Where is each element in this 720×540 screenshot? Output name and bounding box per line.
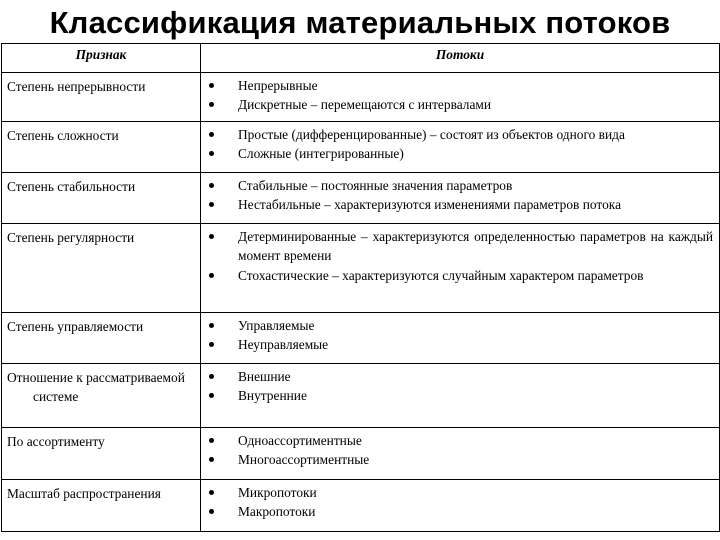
- table-row: [2, 480, 720, 532]
- feature-label: Масштаб распространения: [7, 486, 161, 501]
- list-item-text: Стохастические – характеризуются случайным характером параметров: [238, 267, 644, 283]
- table-row: [2, 173, 720, 224]
- stream-list: [205, 76, 713, 115]
- feature-label: Степень сложности: [7, 128, 119, 143]
- bullet-icon: [209, 342, 214, 347]
- stream-list: [205, 367, 713, 406]
- header-feature: Признак: [2, 44, 201, 73]
- list-item-text: Детерминированные – характеризуются определенностью параметров на каждый момент времени: [238, 229, 713, 264]
- list-item-text: Простые (дифференцированные) – состоят из объектов одного вида: [238, 127, 625, 142]
- list-item-text: Внутренние: [238, 388, 307, 404]
- stream-list: [205, 316, 713, 355]
- bullet-icon: [209, 234, 214, 239]
- list-item-text: Одноассортиментные: [238, 433, 362, 448]
- classification-table: [1, 43, 720, 532]
- streams-cell: [201, 73, 720, 122]
- table-row: [2, 73, 720, 122]
- list-item-text: Неуправляемые: [238, 337, 329, 353]
- bullet-icon: [209, 83, 214, 88]
- bullet-icon: [209, 393, 214, 398]
- bullet-icon: [209, 323, 214, 328]
- list-item-text: Сложные (интегрированные): [238, 146, 404, 162]
- table-row: [2, 122, 720, 173]
- page-title: Классификация материальных потоков: [49, 5, 671, 40]
- list-item: [205, 227, 713, 266]
- bullet-icon: [209, 374, 214, 379]
- list-item-text: Управляемые: [238, 318, 315, 333]
- list-item: [205, 335, 713, 354]
- stream-list: [205, 431, 713, 470]
- list-item-text: Многоассортиментные: [238, 452, 370, 468]
- feature-cell: [2, 173, 201, 224]
- feature-label: Степень управляемости: [7, 319, 144, 334]
- list-item-text: Нестабильные – характеризуются изменениями параметров потока: [238, 197, 622, 213]
- bullet-icon: [209, 273, 214, 278]
- bullet-icon: [209, 457, 214, 462]
- list-item: [205, 125, 713, 144]
- list-item: [205, 195, 713, 214]
- bullet-icon: [209, 183, 214, 188]
- list-item: [205, 483, 713, 502]
- list-item: [205, 431, 713, 450]
- bullet-icon: [209, 202, 214, 207]
- stream-list: [205, 176, 713, 215]
- feature-cell: [2, 480, 201, 532]
- list-item: [205, 502, 713, 521]
- streams-cell: [201, 122, 720, 173]
- header-streams: Потоки: [201, 44, 720, 73]
- table-header-row: [2, 44, 720, 73]
- bullet-icon: [209, 509, 214, 514]
- streams-cell: [201, 428, 720, 480]
- streams-cell: [201, 480, 720, 532]
- feature-label: Степень непрерывности: [7, 79, 146, 94]
- feature-cell: [2, 122, 201, 173]
- feature-label: По ассортименту: [7, 434, 105, 449]
- streams-cell: [201, 173, 720, 224]
- list-item-text: Дискретные – перемещаются с интервалами: [238, 97, 492, 113]
- list-item: [205, 316, 713, 335]
- streams-cell: [201, 313, 720, 364]
- feature-cell: [2, 73, 201, 122]
- stream-list: [205, 125, 713, 164]
- bullet-icon: [209, 490, 214, 495]
- stream-list: [205, 227, 713, 285]
- list-item: [205, 76, 713, 95]
- bullet-icon: [209, 132, 214, 137]
- feature-label: Степень стабильности: [7, 179, 136, 194]
- bullet-icon: [209, 151, 214, 156]
- list-item-text: Внешние: [238, 369, 291, 384]
- streams-cell: [201, 364, 720, 428]
- stream-list: [205, 483, 713, 522]
- list-item: [205, 144, 713, 163]
- table-row: [2, 428, 720, 480]
- list-item: [205, 367, 713, 386]
- list-item-text: Микропотоки: [238, 485, 317, 500]
- list-item: [205, 95, 713, 114]
- feature-label: Отношение к рассматриваемой системе: [7, 370, 185, 405]
- list-item: [205, 450, 713, 469]
- list-item: [205, 386, 713, 405]
- table-row: [2, 313, 720, 364]
- streams-cell: [201, 224, 720, 313]
- bullet-icon: [209, 102, 214, 107]
- feature-label: Степень регулярности: [7, 230, 135, 245]
- list-item-text: Стабильные – постоянные значения параметров: [238, 178, 513, 193]
- list-item: [205, 266, 713, 285]
- table-row: [2, 364, 720, 428]
- list-item-text: Макропотоки: [238, 504, 316, 520]
- feature-cell: [2, 428, 201, 480]
- feature-cell: [2, 313, 201, 364]
- table-row: [2, 224, 720, 313]
- bullet-icon: [209, 438, 214, 443]
- feature-cell: [2, 364, 201, 428]
- list-item-text: Непрерывные: [238, 78, 318, 93]
- feature-cell: [2, 224, 201, 313]
- list-item: [205, 176, 713, 195]
